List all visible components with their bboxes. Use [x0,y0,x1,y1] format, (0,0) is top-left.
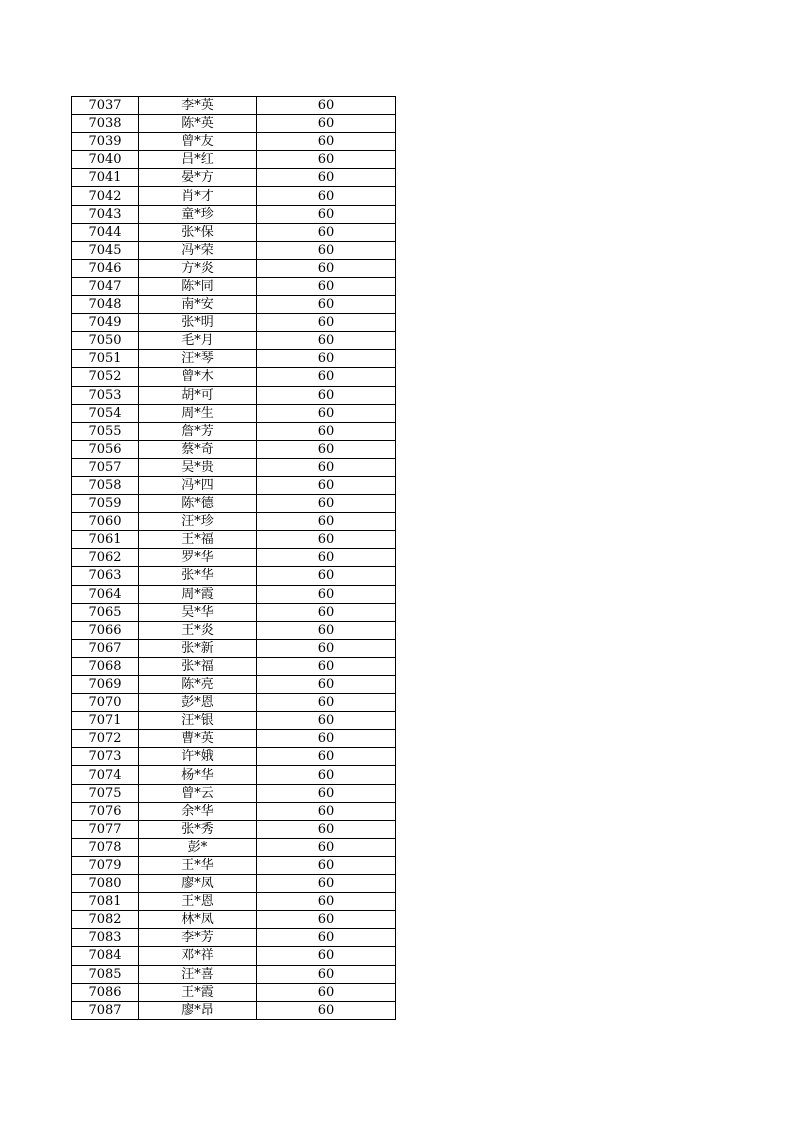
row-id-cell: 7039 [72,133,139,151]
table-row [72,947,396,965]
row-id-cell: 7068 [72,657,139,675]
row-amount-cell: 60 [257,983,396,1001]
row-amount-cell: 60 [257,730,396,748]
row-amount-cell: 60 [257,893,396,911]
row-name-cell: 吴*贵 [139,458,257,476]
table-row [72,296,396,314]
row-amount-cell: 60 [257,97,396,115]
row-name-cell: 肖*才 [139,187,257,205]
row-id-cell: 7041 [72,169,139,187]
row-name-cell: 曾*友 [139,133,257,151]
row-amount-cell: 60 [257,495,396,513]
row-amount-cell: 60 [257,476,396,494]
row-id-cell: 7072 [72,730,139,748]
row-id-cell: 7076 [72,802,139,820]
row-name-cell: 胡*可 [139,386,257,404]
table-row [72,820,396,838]
table-row [72,694,396,712]
row-amount-cell: 60 [257,838,396,856]
row-amount-cell: 60 [257,947,396,965]
row-name-cell: 张*新 [139,639,257,657]
row-amount-cell: 60 [257,911,396,929]
row-id-cell: 7078 [72,838,139,856]
row-name-cell: 余*华 [139,802,257,820]
table-row [72,440,396,458]
row-name-cell: 曾*云 [139,784,257,802]
row-name-cell: 李*芳 [139,929,257,947]
row-amount-cell: 60 [257,929,396,947]
row-name-cell: 张*明 [139,314,257,332]
row-id-cell: 7056 [72,440,139,458]
row-name-cell: 王*炎 [139,621,257,639]
row-amount-cell: 60 [257,748,396,766]
data-table [71,96,396,1020]
row-amount-cell: 60 [257,386,396,404]
row-id-cell: 7038 [72,115,139,133]
row-name-cell: 张*秀 [139,820,257,838]
table-row [72,657,396,675]
row-id-cell: 7081 [72,893,139,911]
row-id-cell: 7052 [72,368,139,386]
table-row [72,784,396,802]
table-row [72,621,396,639]
row-id-cell: 7042 [72,187,139,205]
row-name-cell: 杨*华 [139,766,257,784]
row-id-cell: 7049 [72,314,139,332]
row-id-cell: 7066 [72,621,139,639]
table-row [72,332,396,350]
table-row [72,549,396,567]
row-amount-cell: 60 [257,115,396,133]
table-row [72,893,396,911]
row-id-cell: 7074 [72,766,139,784]
table-row [72,983,396,1001]
row-name-cell: 周*霞 [139,585,257,603]
table-row [72,458,396,476]
row-amount-cell: 60 [257,766,396,784]
row-id-cell: 7047 [72,277,139,295]
row-amount-cell: 60 [257,802,396,820]
row-name-cell: 曹*英 [139,730,257,748]
row-amount-cell: 60 [257,422,396,440]
row-id-cell: 7054 [72,404,139,422]
row-amount-cell: 60 [257,603,396,621]
row-amount-cell: 60 [257,368,396,386]
row-id-cell: 7046 [72,259,139,277]
row-id-cell: 7051 [72,350,139,368]
row-amount-cell: 60 [257,567,396,585]
row-id-cell: 7050 [72,332,139,350]
table-row [72,712,396,730]
table-row [72,223,396,241]
row-id-cell: 7084 [72,947,139,965]
row-name-cell: 南*安 [139,296,257,314]
row-id-cell: 7082 [72,911,139,929]
row-id-cell: 7073 [72,748,139,766]
row-name-cell: 罗*华 [139,549,257,567]
row-name-cell: 汪*珍 [139,513,257,531]
row-id-cell: 7083 [72,929,139,947]
table-row [72,730,396,748]
row-name-cell: 陈*同 [139,277,257,295]
row-id-cell: 7075 [72,784,139,802]
row-id-cell: 7064 [72,585,139,603]
row-name-cell: 林*凤 [139,911,257,929]
row-id-cell: 7087 [72,1001,139,1019]
table-body [72,97,396,1020]
table-row [72,802,396,820]
row-name-cell: 彭*恩 [139,694,257,712]
row-amount-cell: 60 [257,657,396,675]
row-amount-cell: 60 [257,440,396,458]
row-id-cell: 7086 [72,983,139,1001]
table-row [72,133,396,151]
table-row [72,205,396,223]
row-name-cell: 毛*月 [139,332,257,350]
row-name-cell: 廖*昂 [139,1001,257,1019]
row-name-cell: 王*福 [139,531,257,549]
row-amount-cell: 60 [257,621,396,639]
table-row [72,965,396,983]
row-amount-cell: 60 [257,676,396,694]
row-amount-cell: 60 [257,404,396,422]
row-id-cell: 7062 [72,549,139,567]
row-id-cell: 7037 [72,97,139,115]
table-row [72,169,396,187]
row-name-cell: 彭* [139,838,257,856]
row-id-cell: 7055 [72,422,139,440]
row-amount-cell: 60 [257,350,396,368]
row-amount-cell: 60 [257,205,396,223]
row-name-cell: 汪*喜 [139,965,257,983]
row-id-cell: 7070 [72,694,139,712]
row-name-cell: 邓*祥 [139,947,257,965]
row-amount-cell: 60 [257,332,396,350]
row-name-cell: 许*娥 [139,748,257,766]
table-row [72,115,396,133]
table-row [72,476,396,494]
row-id-cell: 7061 [72,531,139,549]
row-id-cell: 7048 [72,296,139,314]
table-row [72,766,396,784]
table-row [72,676,396,694]
row-id-cell: 7043 [72,205,139,223]
row-amount-cell: 60 [257,875,396,893]
table-row [72,314,396,332]
row-amount-cell: 60 [257,296,396,314]
row-amount-cell: 60 [257,965,396,983]
table-row [72,350,396,368]
row-name-cell: 童*珍 [139,205,257,223]
row-id-cell: 7077 [72,820,139,838]
row-amount-cell: 60 [257,133,396,151]
row-name-cell: 詹*芳 [139,422,257,440]
row-amount-cell: 60 [257,639,396,657]
row-id-cell: 7040 [72,151,139,169]
row-amount-cell: 60 [257,856,396,874]
row-id-cell: 7053 [72,386,139,404]
row-name-cell: 周*生 [139,404,257,422]
row-amount-cell: 60 [257,820,396,838]
row-id-cell: 7085 [72,965,139,983]
row-id-cell: 7045 [72,241,139,259]
row-amount-cell: 60 [257,277,396,295]
row-name-cell: 方*炎 [139,259,257,277]
row-name-cell: 张*保 [139,223,257,241]
row-name-cell: 曾*木 [139,368,257,386]
row-amount-cell: 60 [257,694,396,712]
row-amount-cell: 60 [257,549,396,567]
table-row [72,187,396,205]
row-amount-cell: 60 [257,241,396,259]
row-id-cell: 7069 [72,676,139,694]
row-amount-cell: 60 [257,712,396,730]
row-amount-cell: 60 [257,531,396,549]
row-id-cell: 7071 [72,712,139,730]
table-row [72,495,396,513]
table-row [72,1001,396,1019]
row-id-cell: 7059 [72,495,139,513]
table-row [72,277,396,295]
row-amount-cell: 60 [257,784,396,802]
row-id-cell: 7060 [72,513,139,531]
row-name-cell: 冯*四 [139,476,257,494]
row-id-cell: 7079 [72,856,139,874]
row-name-cell: 张*福 [139,657,257,675]
row-id-cell: 7080 [72,875,139,893]
row-name-cell: 汪*银 [139,712,257,730]
table-row [72,386,396,404]
row-name-cell: 吴*华 [139,603,257,621]
row-name-cell: 汪*琴 [139,350,257,368]
row-amount-cell: 60 [257,513,396,531]
row-amount-cell: 60 [257,223,396,241]
row-amount-cell: 60 [257,169,396,187]
row-name-cell: 陈*亮 [139,676,257,694]
row-name-cell: 王*恩 [139,893,257,911]
row-amount-cell: 60 [257,187,396,205]
table-row [72,531,396,549]
row-name-cell: 晏*方 [139,169,257,187]
table-row [72,422,396,440]
row-name-cell: 陈*英 [139,115,257,133]
table-row [72,259,396,277]
row-name-cell: 陈*德 [139,495,257,513]
row-id-cell: 7067 [72,639,139,657]
table-row [72,929,396,947]
row-amount-cell: 60 [257,458,396,476]
table-row [72,585,396,603]
row-name-cell: 张*华 [139,567,257,585]
table-row [72,911,396,929]
table-row [72,513,396,531]
row-name-cell: 廖*凤 [139,875,257,893]
table-row [72,856,396,874]
row-name-cell: 王*华 [139,856,257,874]
row-id-cell: 7063 [72,567,139,585]
row-id-cell: 7044 [72,223,139,241]
row-name-cell: 冯*荣 [139,241,257,259]
table-row [72,404,396,422]
table-row [72,875,396,893]
row-name-cell: 王*霞 [139,983,257,1001]
row-amount-cell: 60 [257,585,396,603]
table-row [72,639,396,657]
row-amount-cell: 60 [257,1001,396,1019]
table-row [72,748,396,766]
table-row [72,151,396,169]
row-amount-cell: 60 [257,259,396,277]
table-row [72,368,396,386]
table-row [72,603,396,621]
row-amount-cell: 60 [257,151,396,169]
table-row [72,241,396,259]
row-id-cell: 7057 [72,458,139,476]
row-name-cell: 吕*红 [139,151,257,169]
row-name-cell: 蔡*奇 [139,440,257,458]
table-row [72,567,396,585]
row-id-cell: 7065 [72,603,139,621]
row-name-cell: 李*英 [139,97,257,115]
table-row [72,97,396,115]
row-id-cell: 7058 [72,476,139,494]
row-amount-cell: 60 [257,314,396,332]
table-row [72,838,396,856]
